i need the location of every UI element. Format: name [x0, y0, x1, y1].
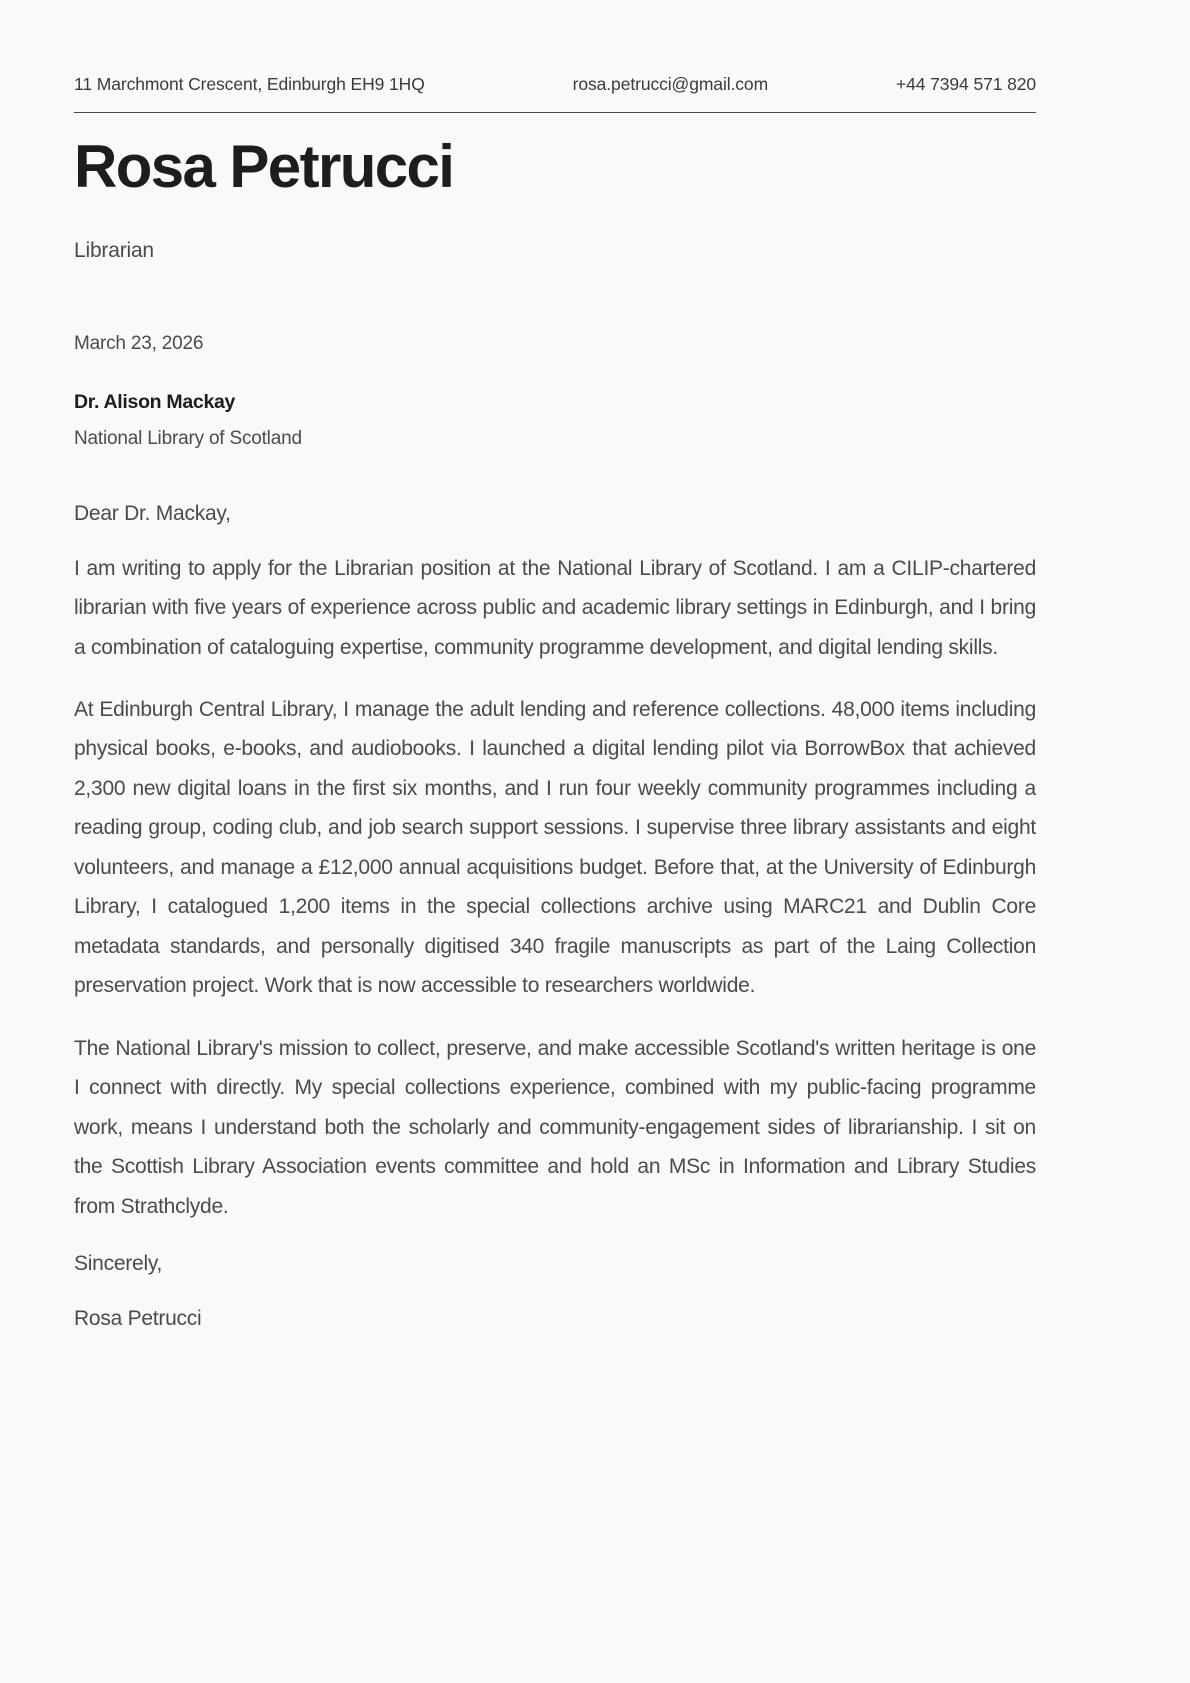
- letter-date: March 23, 2026: [74, 332, 204, 354]
- body-paragraph: At Edinburgh Central Library, I manage the adult lending and reference collections. 48,000 items including physical books, e-books, and audiobooks. I launched a digital lending pilot via BorrowBox that achieved 2,300 new digital loans in the first six months, and I run four weekly community programmes including a reading group, coding club, and job search support sessions. I supervise three library assistants and eight volunteers, and manage a £12,000 annual acquisitions budget. Before that, at the University of Edinburgh Library, I catalogued 1,200 items in the special collections archive using MARC21 and Dublin Core metadata standards, and personally digitised 340 fragile manuscripts as part of the Laing Collection preservation project. Work that is now accessible to researchers worldwide.: [74, 697, 1036, 998]
- contact-email: rosa.petrucci@gmail.com: [572, 74, 769, 94]
- contact-phone: +44 7394 571 820: [896, 74, 1036, 94]
- recipient-name: Dr. Alison Mackay: [74, 390, 236, 413]
- body-paragraph: The National Library's mission to collect, preserve, and make accessible Scotland's written heritage is one I connect with directly. My special collections experience, combined with my public-facing programme work, means I understand both the scholarly and community-engagement sides of librarianship. I sit on the Scottish Library Association events committee and hold an MSc in Information and Library Studies from Strathclyde.: [74, 1036, 1036, 1218]
- contact-header: [74, 0, 1036, 95]
- applicant-name: Rosa Petrucci: [74, 133, 454, 200]
- applicant-role: Librarian: [74, 238, 154, 262]
- signature-name: Rosa Petrucci: [74, 1307, 202, 1331]
- contact-address: 11 Marchmont Crescent, Edinburgh EH9 1HQ: [74, 74, 425, 94]
- recipient-organization: National Library of Scotland: [74, 427, 302, 449]
- body-paragraph: I am writing to apply for the Librarian position at the National Library of Scotland. I am a CILIP-chartered librarian with five years of experience across public and academic library settings in Edinburgh, and I bring a combination of cataloguing expertise, community programme development, and digital lending skills.: [74, 556, 1036, 659]
- salutation: Dear Dr. Mackay,: [74, 501, 231, 525]
- header-divider: [74, 112, 1036, 113]
- letter-sheet: [74, 0, 1036, 1331]
- closing-salutation: Sincerely,: [74, 1252, 163, 1276]
